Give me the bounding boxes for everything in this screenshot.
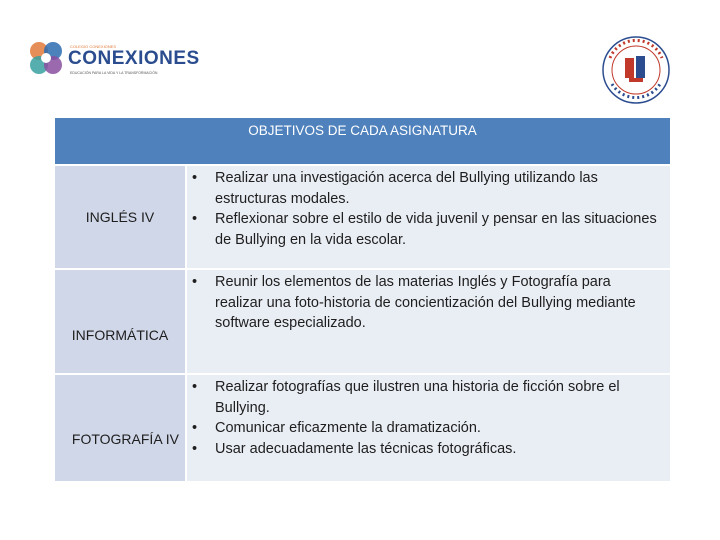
subject-cell: INFORMÁTICA (55, 270, 185, 373)
logo-brand-name: CONEXIONES (68, 48, 200, 69)
objectives-cell (187, 166, 670, 268)
logo-subtitle: EDUCACIÓN PARA LA VIDA Y LA TRANSFORMACIÓN (70, 71, 158, 75)
school-seal-icon (598, 34, 674, 106)
table-row-informatica (55, 270, 670, 375)
conexiones-emblem-icon (26, 38, 66, 78)
objectives-cell (187, 375, 670, 481)
conexiones-logo (26, 38, 200, 82)
objective-item: • Comunicar eficazmente la dramatización. (187, 418, 662, 439)
objective-item: • Reunir los elementos de las materias Inglés y Fotografía para realizar una foto-historia de concientización del Bullying mediante software especializado. (187, 272, 662, 334)
subject-cell: FOTOGRAFÍA IV (55, 375, 185, 481)
objective-item: • Realizar fotografías que ilustren una historia de ficción sobre el Bullying. (187, 377, 662, 418)
logo-tagline: COLEGIO CONEXIONES (70, 44, 117, 49)
table-header: OBJETIVOS DE CADA ASIGNATURA (55, 118, 670, 164)
subject-cell: INGLÉS IV (55, 166, 185, 268)
objectives-cell (187, 270, 670, 373)
table-row-fotografia (55, 375, 670, 483)
table-row-ingles (55, 166, 670, 270)
objective-item: • Usar adecuadamente las técnicas fotográficas. (187, 439, 662, 460)
objective-item: • Realizar una investigación acerca del Bullying utilizando las estructuras modales. (187, 168, 662, 209)
objectives-table (55, 118, 670, 483)
objective-item: • Reflexionar sobre el estilo de vida juvenil y pensar en las situaciones de Bullying en la vida escolar. (187, 209, 662, 250)
